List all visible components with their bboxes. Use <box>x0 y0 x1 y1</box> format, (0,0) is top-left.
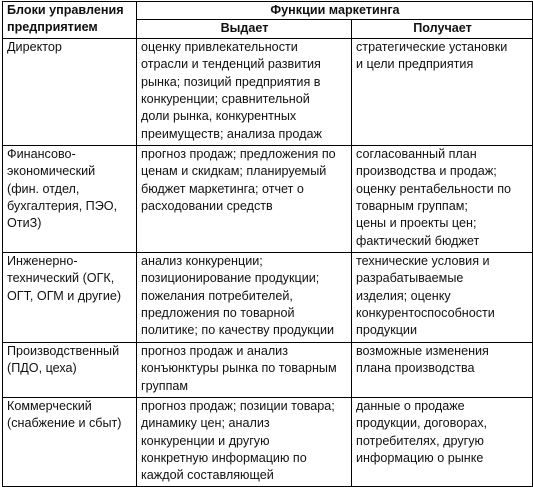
table-row <box>3 397 533 486</box>
receives-cell: возможные изменения плана производства <box>352 342 533 397</box>
table-row <box>3 252 533 342</box>
header-blocks: Блоки управления предприятием <box>3 2 137 39</box>
gives-cell: оценку привлекательности отрасли и тенденций развития рынка; позиций предприятия в конкуренции; сравнительной доли рынка, конкурентных преимуществ; анализа продаж <box>137 38 352 145</box>
gives-cell: прогноз продаж; предложения по ценам и скидкам; планируемый бюджет маркетинга; отчет о расходовании средств <box>137 145 352 252</box>
header-functions: Функции маркетинга <box>137 2 533 20</box>
receives-cell: технические условия и разрабатываемые изделия; оценку конкурентоспособности продукции <box>352 252 533 342</box>
table-row <box>3 342 533 397</box>
block-cell: Финансово- экономический (фин. отдел, бухгалтерия, ПЭО, ОтиЗ) <box>3 145 137 252</box>
receives-cell: согласованный план производства и продаж; оценку рентабельности по товарным группам; цены и проекты цен; фактический бюджет <box>352 145 533 252</box>
receives-cell: стратегические установки и цели предприятия <box>352 38 533 145</box>
block-cell: Директор <box>3 38 137 145</box>
gives-cell: прогноз продаж и анализ конъюнктуры рынка по товарным группам <box>137 342 352 397</box>
block-cell: Коммерческий (снабжение и сбыт) <box>3 397 137 486</box>
header-receives: Получает <box>352 20 533 38</box>
header-gives: Выдает <box>137 20 352 38</box>
marketing-functions-table <box>2 1 533 487</box>
block-cell: Инженерно- технический (ОГК, ОГТ, ОГМ и другие) <box>3 252 137 342</box>
gives-cell: прогноз продаж; позиции товара; динамику цен; анализ конкуренции и другую конкретную информацию по каждой составляющей <box>137 397 352 486</box>
receives-cell: данные о продаже продукции, договорах, потребителях, другую информацию о рынке <box>352 397 533 486</box>
table-row <box>3 38 533 145</box>
block-cell: Производственный (ПДО, цеха) <box>3 342 137 397</box>
table-row <box>3 145 533 252</box>
gives-cell: анализ конкуренции; позиционирование продукции; пожелания потребителей, предложения по товарной политике; по качеству продукции <box>137 252 352 342</box>
header-row-1 <box>3 2 533 20</box>
